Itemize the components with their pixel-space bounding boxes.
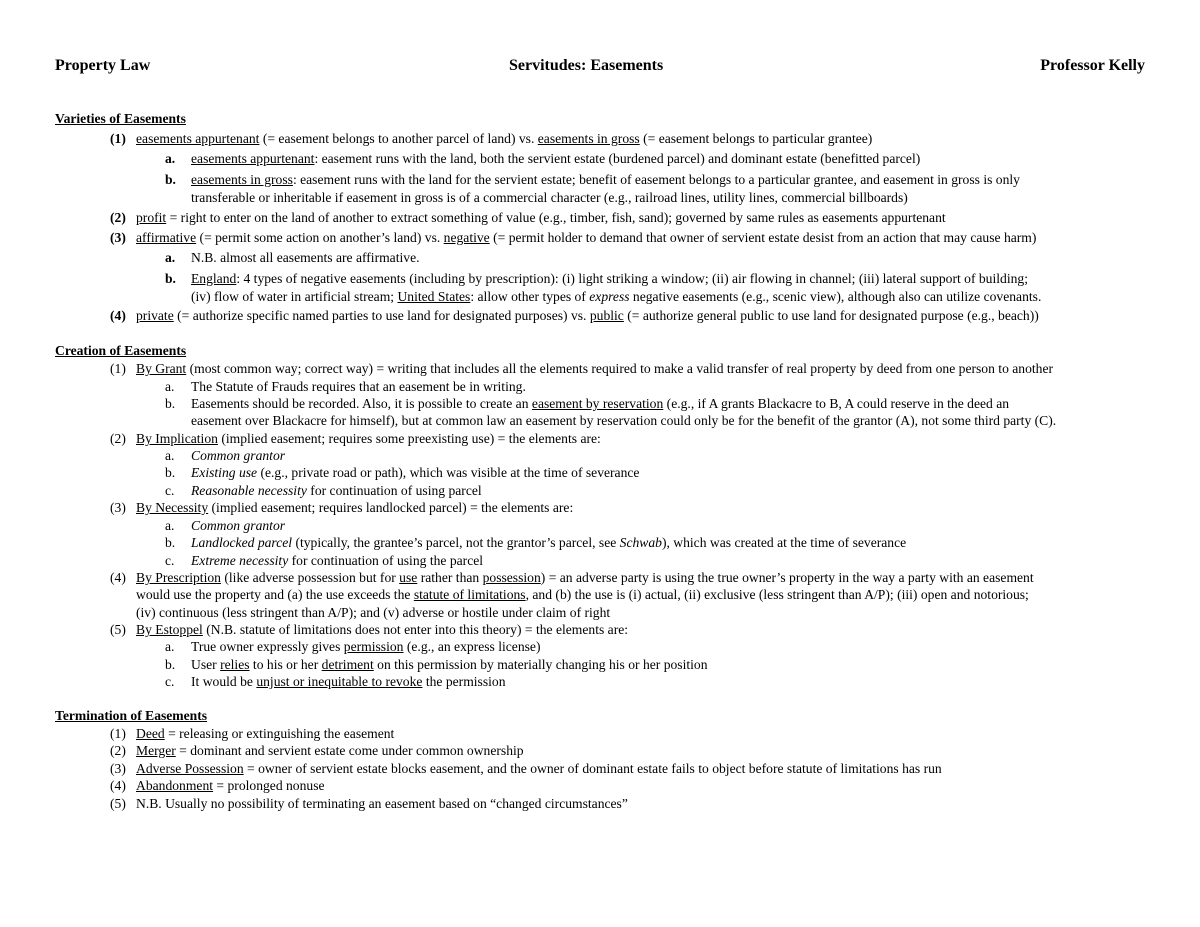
item-text: (= authorize specific named parties to use land for designated purposes) vs. <box>173 308 590 323</box>
item-text: : easement runs with the land for the servient estate; benefit of easement belongs to a particular grantee, and easement in gross is only <box>292 172 1020 187</box>
item-letter: b. <box>165 657 176 672</box>
item-text: for continuation of using the parcel <box>288 553 484 568</box>
list-item <box>110 742 524 760</box>
term: By Implication <box>136 431 218 446</box>
term: profit <box>136 210 167 225</box>
item-text: The Statute of Frauds requires that an easement be in writing. <box>191 379 526 394</box>
item-text: the permission <box>422 674 506 689</box>
list-item <box>110 621 628 639</box>
item-number: (1) <box>110 361 126 376</box>
item-text: ), which was created at the time of severance <box>661 535 907 550</box>
item-text: = owner of servient estate blocks easement, and the owner of dominant estate fails to object before statute of limitations has run <box>243 761 942 776</box>
section-heading-creation: Creation of Easements <box>55 343 187 358</box>
item-number: (4) <box>110 308 126 323</box>
item-number: (4) <box>110 570 126 585</box>
term: unjust or inequitable to revoke <box>256 674 423 689</box>
sub-list-item <box>165 464 639 482</box>
sub-list-item <box>165 447 285 465</box>
emphasis: Landlocked parcel <box>191 535 293 550</box>
item-number: (2) <box>110 210 126 225</box>
term: statute of limitations <box>413 587 526 602</box>
emphasis: Common grantor <box>191 448 286 463</box>
continuation-line <box>191 288 1041 306</box>
document-title: Servitudes: Easements <box>509 57 664 74</box>
item-text: : allow other types of <box>470 289 590 304</box>
item-text: N.B. almost all easements are affirmative. <box>191 250 420 265</box>
item-text: N.B. Usually no possibility of terminating an easement based on “changed circumstances” <box>136 796 628 811</box>
item-text: It would be <box>191 674 257 689</box>
term: By Necessity <box>136 500 209 515</box>
list-item <box>110 569 1034 587</box>
term: easements appurtenant <box>191 151 315 166</box>
item-number: (1) <box>110 131 126 146</box>
section-heading-varieties: Varieties of Easements <box>55 111 186 126</box>
term: easements in gross <box>191 172 293 187</box>
item-text: ) = an adverse party is using the true owner’s property in the way a party with an easement <box>540 570 1034 585</box>
term: By Estoppel <box>136 622 203 637</box>
item-number: (1) <box>110 726 126 741</box>
sub-list-item <box>165 517 285 535</box>
item-text: (iv) flow of water in artificial stream; <box>191 289 398 304</box>
item-text: rather than <box>417 570 483 585</box>
sub-list-item <box>165 534 906 552</box>
item-text: True owner expressly gives <box>191 639 344 654</box>
list-item <box>110 499 573 517</box>
item-number: (3) <box>110 500 126 515</box>
list-item <box>110 777 325 795</box>
term: Abandonment <box>136 778 214 793</box>
item-text: for continuation of using parcel <box>306 483 482 498</box>
item-letter: b. <box>165 465 176 480</box>
section-heading-termination: Termination of Easements <box>55 708 208 723</box>
term: England <box>191 271 237 286</box>
item-letter: a. <box>165 448 175 463</box>
item-text: = prolonged nonuse <box>213 778 325 793</box>
item-text: (= permit some action on another’s land) vs. <box>196 230 444 245</box>
emphasis: Schwab <box>619 535 662 550</box>
term: use <box>399 570 418 585</box>
item-text: (= authorize general public to use land for designated purpose (e.g., beach)) <box>623 308 1039 323</box>
emphasis: Common grantor <box>191 518 286 533</box>
item-number: (4) <box>110 778 126 793</box>
sub-list-item <box>165 249 420 267</box>
sub-list-item <box>165 673 506 691</box>
item-letter: a. <box>165 639 175 654</box>
list-item <box>110 795 628 813</box>
continuation-line <box>136 586 1029 604</box>
item-text: negative easements (e.g., scenic view), although also can utilize covenants. <box>629 289 1042 304</box>
emphasis: Reasonable necessity <box>191 483 307 498</box>
item-letter: c. <box>165 553 175 568</box>
item-text: (e.g., private road or path), which was visible at the time of severance <box>257 465 640 480</box>
sub-list-item <box>165 150 920 168</box>
item-text: User <box>191 657 221 672</box>
item-text: Easements should be recorded. Also, it is possible to create an <box>191 396 532 411</box>
term: detriment <box>321 657 374 672</box>
item-text: = releasing or extinguishing the easement <box>164 726 395 741</box>
list-item <box>110 430 601 448</box>
sub-list-item <box>165 638 540 656</box>
item-text: : 4 types of negative easements (including by prescription): (i) light striking a window; (ii) air flowing in channel; (iii) lateral support of building; <box>236 271 1028 286</box>
item-letter: a. <box>165 151 176 166</box>
item-text: to his or her <box>249 657 322 672</box>
sub-list-item <box>165 552 483 570</box>
term: affirmative <box>136 230 197 245</box>
item-text: (typically, the grantee’s parcel, not the grantor’s parcel, see <box>292 535 620 550</box>
term: By Grant <box>136 361 187 376</box>
item-letter: a. <box>165 379 175 394</box>
item-text: (= permit holder to demand that owner of servient estate desist from an action that may cause harm) <box>489 230 1037 245</box>
item-letter: a. <box>165 250 176 265</box>
term: easements appurtenant <box>136 131 260 146</box>
item-number: (5) <box>110 622 126 637</box>
item-number: (3) <box>110 761 126 776</box>
term: Deed <box>136 726 165 741</box>
item-number: (5) <box>110 796 126 811</box>
list-item <box>110 209 946 227</box>
item-text: on this permission by materially changing his or her position <box>373 657 708 672</box>
item-text: , and (b) the use is (i) actual, (ii) exclusive (less stringent than A/P); (iii) open and notorious; <box>525 587 1029 602</box>
term: possession <box>482 570 541 585</box>
list-item <box>110 360 1053 378</box>
item-letter: b. <box>165 396 176 411</box>
item-text: (e.g., if A grants Blackacre to B, A could reserve in the deed an <box>663 396 1010 411</box>
item-letter: b. <box>165 172 176 187</box>
course-title: Property Law <box>55 57 151 74</box>
sub-list-item <box>165 171 1020 189</box>
item-number: (3) <box>110 230 126 245</box>
sub-list-item <box>165 482 482 500</box>
item-text: (= easement belongs to another parcel of land) vs. <box>259 131 538 146</box>
list-item <box>110 725 394 743</box>
item-text: (implied easement; requires landlocked parcel) = the elements are: <box>208 500 574 515</box>
sub-list-item <box>165 656 708 674</box>
emphasis: express <box>589 289 630 304</box>
item-text: (like adverse possession but for <box>220 570 400 585</box>
term: relies <box>220 657 250 672</box>
item-letter: b. <box>165 535 176 550</box>
item-text: would use the property and (a) the use exceeds the <box>136 587 414 602</box>
item-text: = dominant and servient estate come under common ownership <box>175 743 524 758</box>
item-text: (= easement belongs to particular grantee) <box>639 131 873 146</box>
item-text: (most common way; correct way) = writing that includes all the elements required to make a valid transfer of real property by deed from one person to another <box>186 361 1054 376</box>
item-text: = right to enter on the land of another to extract something of value (e.g., timber, fish, sand); governed by same rules as easements appurtenant <box>166 210 946 225</box>
sub-list-item <box>165 395 1009 413</box>
term: easements in gross <box>537 131 640 146</box>
emphasis: Existing use <box>191 465 258 480</box>
item-letter: b. <box>165 271 176 286</box>
item-text: (implied easement; requires some preexisting use) = the elements are: <box>217 431 601 446</box>
continuation-line: (iv) continuous (less stringent than A/P); and (v) adverse or hostile under claim of right <box>136 605 611 620</box>
item-text: (N.B. statute of limitations does not enter into this theory) = the elements are: <box>202 622 629 637</box>
item-letter: a. <box>165 518 175 533</box>
item-text: : easement runs with the land, both the servient estate (burdened parcel) and dominant estate (benefitted parcel) <box>314 151 921 166</box>
item-number: (2) <box>110 431 126 446</box>
term: easement by reservation <box>531 396 664 411</box>
term: public <box>589 308 624 323</box>
continuation-line: transferable or inheritable if easement in gross is of a commercial character (e.g., railroad lines, utility lines, commercial billboards) <box>191 190 908 205</box>
term: United States <box>397 289 471 304</box>
item-text: (e.g., an express license) <box>403 639 541 654</box>
term: By Prescription <box>136 570 221 585</box>
list-item <box>110 229 1036 247</box>
item-number: (2) <box>110 743 126 758</box>
term: permission <box>343 639 404 654</box>
sub-list-item <box>165 270 1028 288</box>
term: Merger <box>136 743 176 758</box>
term: negative <box>443 230 490 245</box>
professor-name: Professor Kelly <box>1040 57 1145 74</box>
continuation-line: easement over Blackacre for himself), but at common law an easement by reservation could only be for the benefit of the grantor (A), not some third party (C). <box>191 413 1057 428</box>
sub-list-item <box>165 378 526 396</box>
emphasis: Extreme necessity <box>191 553 289 568</box>
list-item <box>110 130 872 148</box>
item-letter: c. <box>165 674 175 689</box>
term: Adverse Possession <box>136 761 244 776</box>
item-letter: c. <box>165 483 175 498</box>
list-item <box>110 760 942 778</box>
list-item <box>110 307 1039 325</box>
term: private <box>136 308 174 323</box>
